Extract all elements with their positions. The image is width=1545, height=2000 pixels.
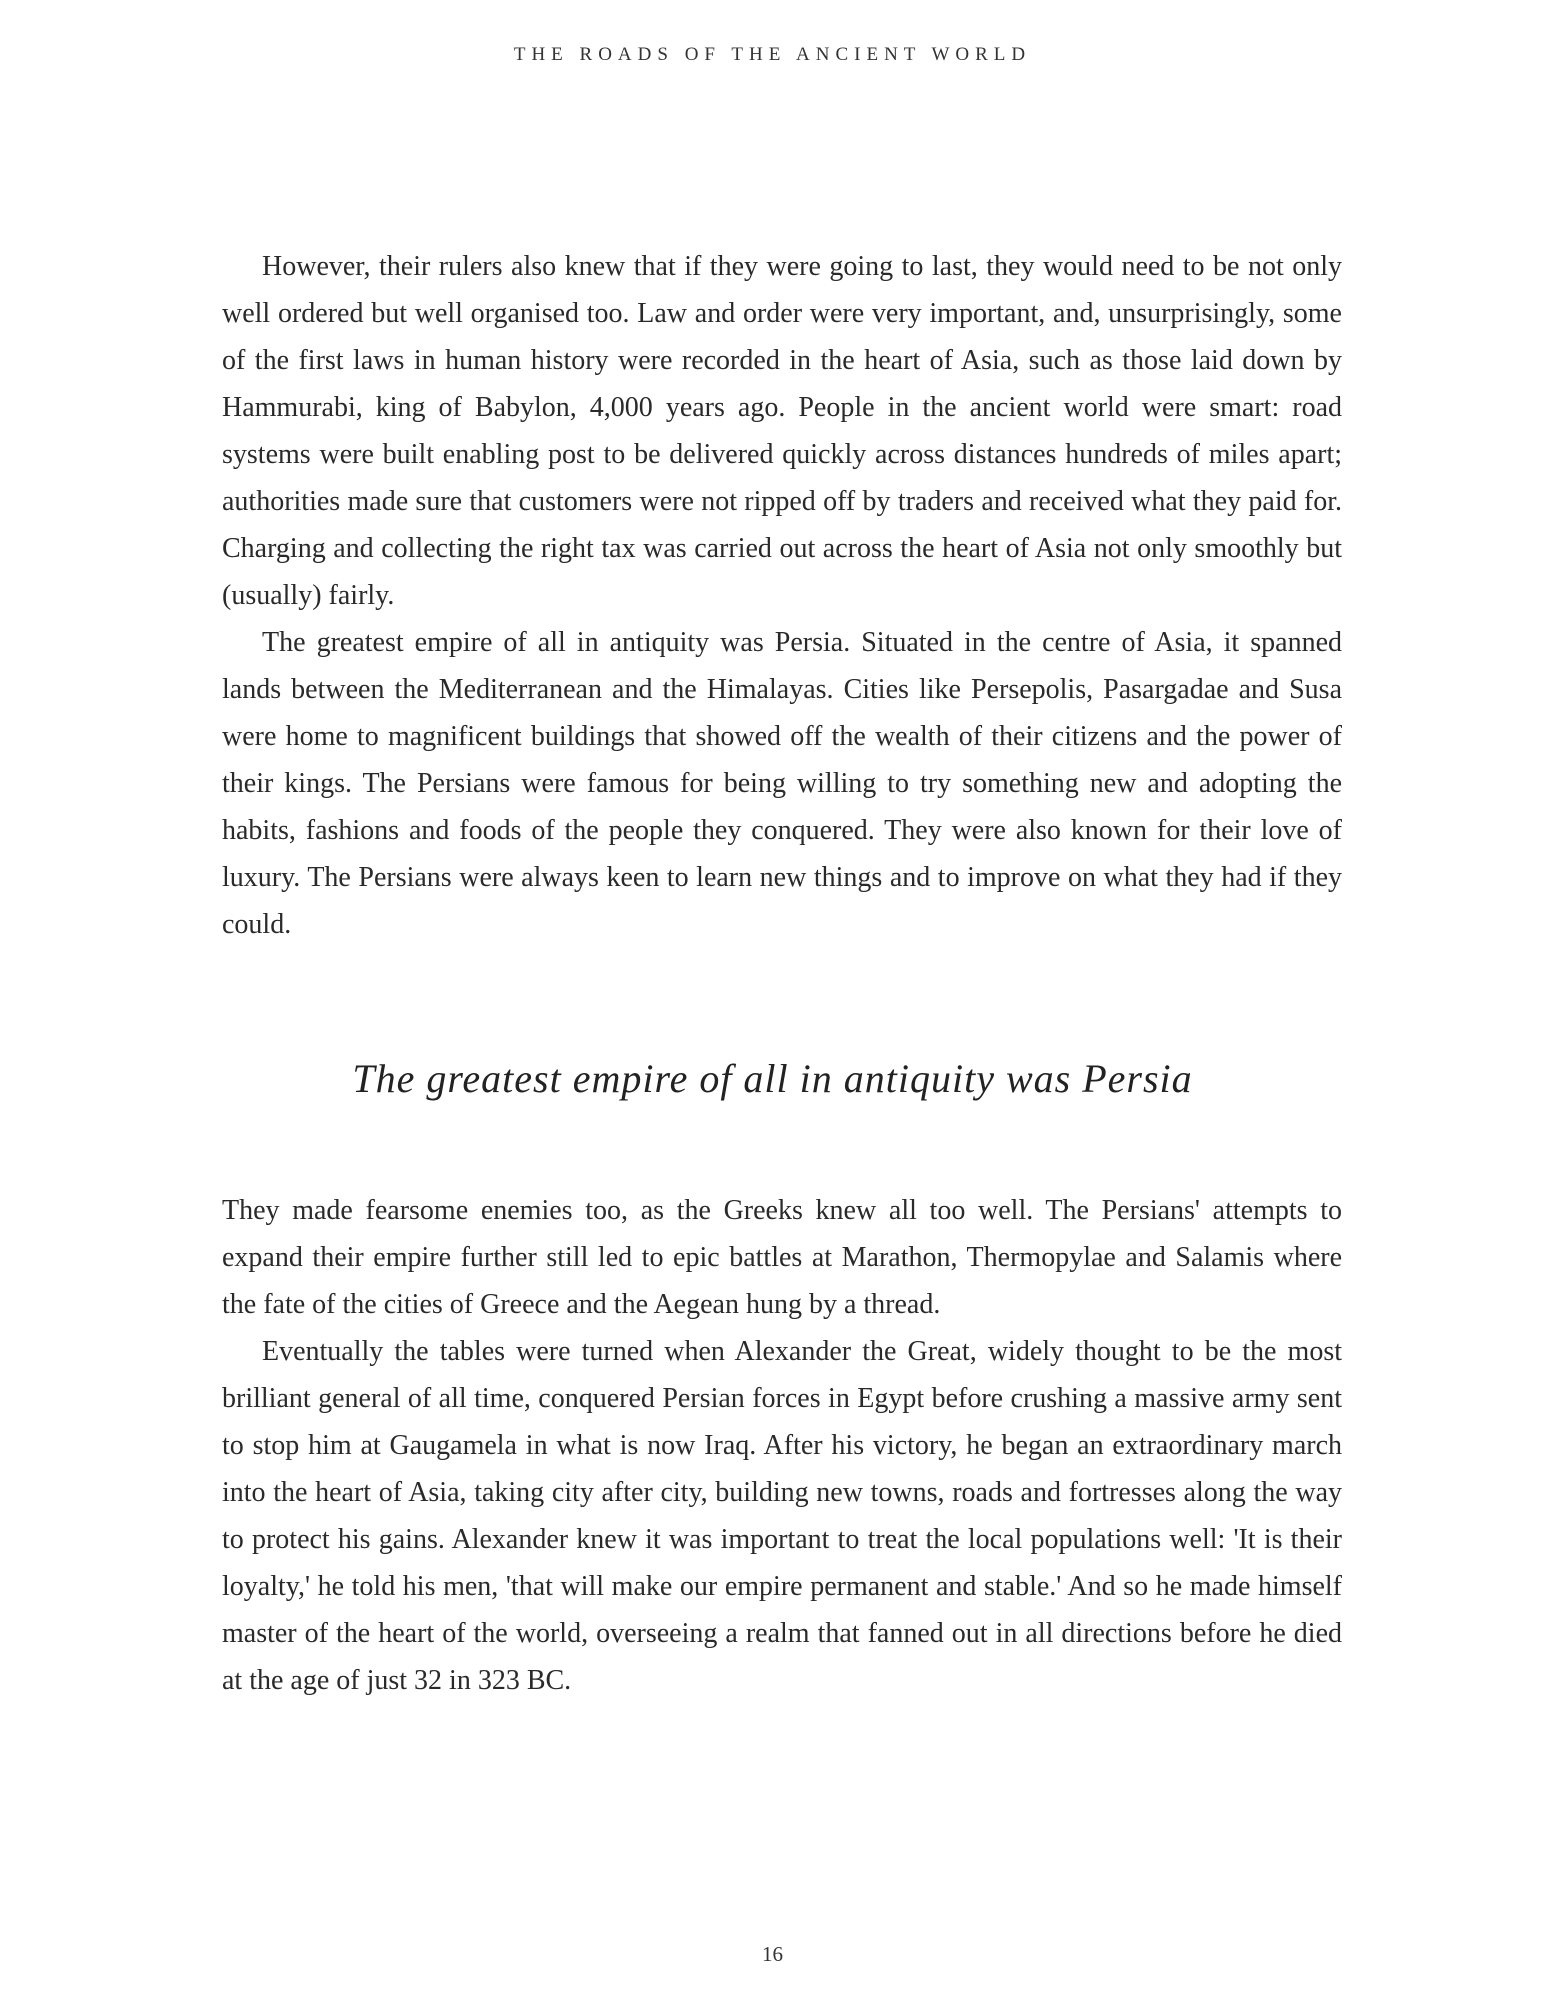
body-section-2	[222, 1187, 1342, 1704]
paragraph-persia: The greatest empire of all in antiquity was Persia. Situated in the centre of Asia, it spanned lands between the Mediterranean and the Himalayas. Cities like Persepolis, Pasargadae and Susa were home to magnificent buildings that showed off the wealth of their citizens and the power of their kings. The Persians were famous for being willing to try something new and adopting the habits, fashions and foods of the people they conquered. They were also known for their love of luxury. The Persians were always keen to learn new things and to improve on what they had if they could.	[222, 627, 1342, 940]
pull-quote: The greatest empire of all in antiquity was Persia	[352, 1056, 1193, 1101]
paragraph-alexander: Eventually the tables were turned when Alexander the Great, widely thought to be the most brilliant general of all time, conquered Persian forces in Egypt before crushing a massive army sent to stop him at Gaugamela in what is now Iraq. After his victory, he began an extraordinary march into the heart of Asia, taking city after city, building new towns, roads and fortresses along the way to protect his gains. Alexander knew it was important to treat the local populations well: 'It is their loyalty,' he told his men, 'that will make our empire permanent and stable.' And so he made himself master of the heart of the world, overseeing a realm that fanned out in all directions before he died at the age of just 32 in 323 BC.	[222, 1336, 1342, 1696]
paragraph-rulers: However, their rulers also knew that if they were going to last, they would need to be not only well ordered but well organised too. Law and order were very important, and, unsurprisingly, some of the first laws in human history were recorded in the heart of Asia, such as those laid down by Hammurabi, king of Babylon, 4,000 years ago. People in the ancient world were smart: road systems were built enabling post to be delivered quickly across distances hundreds of miles apart; authorities made sure that customers were not ripped off by traders and received what they paid for. Charging and collecting the right tax was carried out across the heart of Asia not only smoothly but (usually) fairly.	[222, 251, 1342, 611]
page-number: 16	[762, 1942, 783, 1966]
running-head: THE ROADS OF THE ANCIENT WORLD	[513, 44, 1032, 65]
body-section-1	[222, 243, 1342, 948]
paragraph-enemies: They made fearsome enemies too, as the Greeks knew all too well. The Persians' attempts to expand their empire further still led to epic battles at Marathon, Thermopylae and Salamis where the fate of the cities of Greece and the Aegean hung by a thread.	[222, 1195, 1342, 1320]
